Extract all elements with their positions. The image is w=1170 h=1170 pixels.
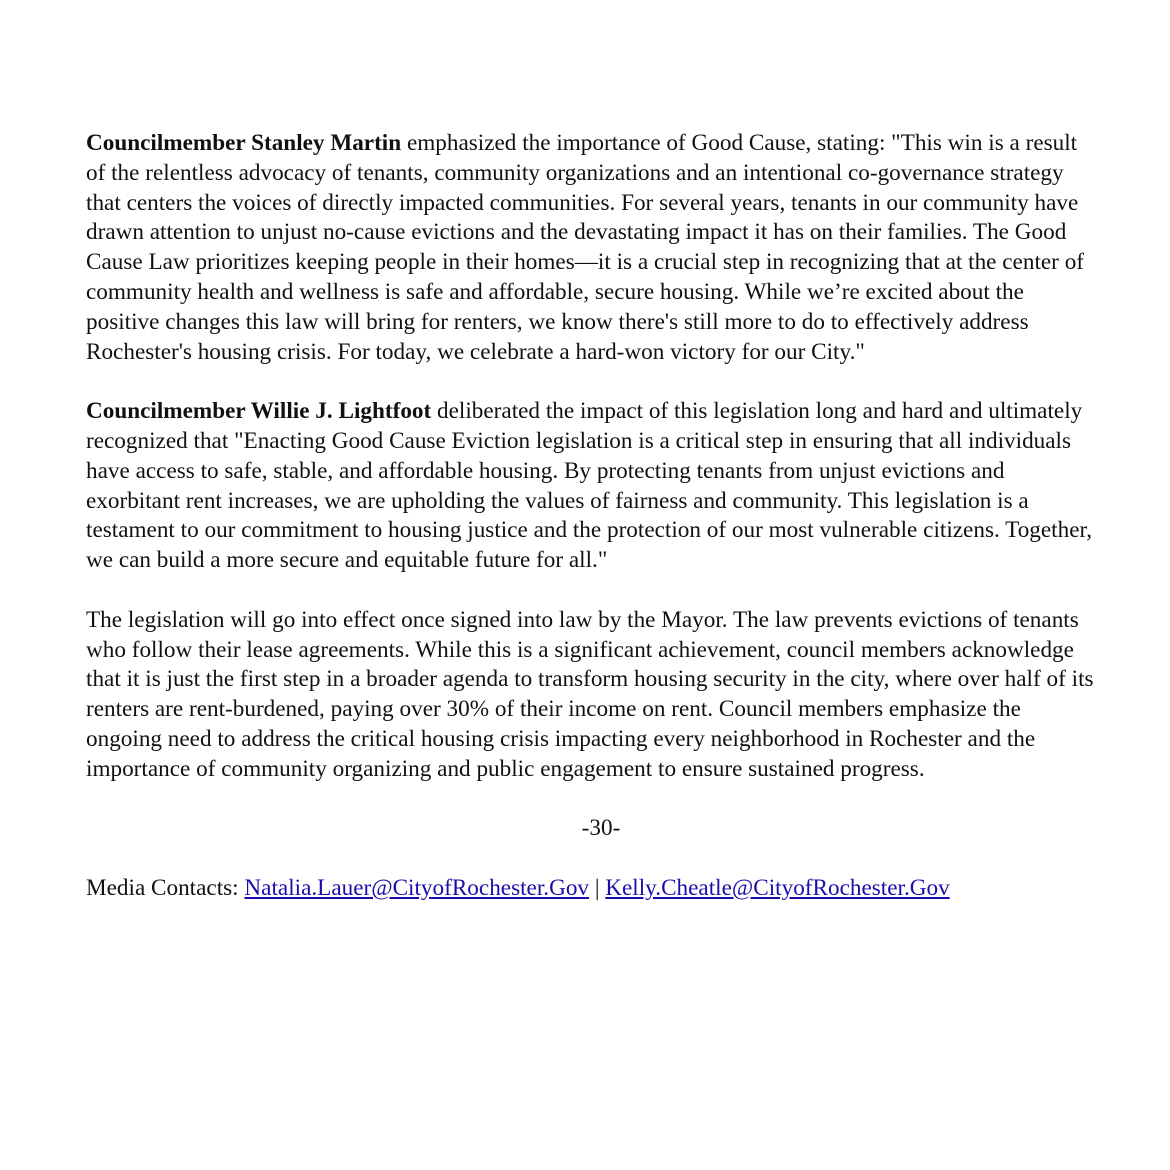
- statement-stanley-martin: [86, 129, 1096, 367]
- statement-willie-lightfoot: [86, 397, 1096, 576]
- statement-text: emphasized the importance of Good Cause, stating: "This win is a result of the relentless advocacy of tenants, community organizations and an intentional co-governance strategy that centers the voices of directly impacted communities. For several years, tenants in our community have drawn attention to unjust no-cause evictions and the devastating impact it has on their families. The Good Cause Law prioritizes keeping people in their homes—it is a crucial step in recognizing that at the center of community health and wellness is safe and affordable, secure housing. While we’re excited about the positive changes this law will bring for renters, we know there's still more to do to effectively address Rochester's housing crisis. For today, we celebrate a hard-won victory for our City.": [86, 130, 1085, 365]
- media-contacts: [86, 874, 1096, 904]
- media-contacts-label: Media Contacts:: [86, 874, 245, 901]
- email-link-natalia-lauer[interactable]: Natalia.Lauer@CityofRochester.Gov: [244, 874, 590, 901]
- speaker-name: Councilmember Stanley Martin: [86, 130, 402, 156]
- speaker-name: Councilmember Willie J. Lightfoot: [86, 398, 432, 425]
- summary-text: The legislation will go into effect once signed into law by the Mayor. The law prevents evictions of tenants who follow their lease agreements. While this is a significant achievement, council members acknowledge that it is just the first step in a broader agenda to transform housing security in the city, where over half of its renters are rent-burdened, paying over 30% of their income on rent. Council members emphasize the ongoing need to address the critical housing crisis impacting every neighborhood in Rochester and the importance of community organizing and public engagement to ensure sustained progress.: [86, 606, 1094, 782]
- email-link-kelly-cheatle[interactable]: Kelly.Cheatle@CityofRochester.Gov: [605, 874, 950, 901]
- legislation-summary: [86, 606, 1096, 785]
- statement-text: deliberated the impact of this legislation long and hard and ultimately recognized that "Enacting Good Cause Eviction legislation is a critical step in ensuring that all individuals have access to safe, stable, and affordable housing. By protecting tenants from unjust evictions and exorbitant rent increases, we are upholding the values of fairness and community. This legislation is a testament to our commitment to housing justice and the protection of our most vulnerable citizens. Together, we can build a more secure and equitable future for all.": [86, 398, 1093, 574]
- contacts-divider: |: [589, 874, 606, 901]
- end-mark: -30-: [581, 815, 621, 842]
- document-page: [86, 129, 1096, 904]
